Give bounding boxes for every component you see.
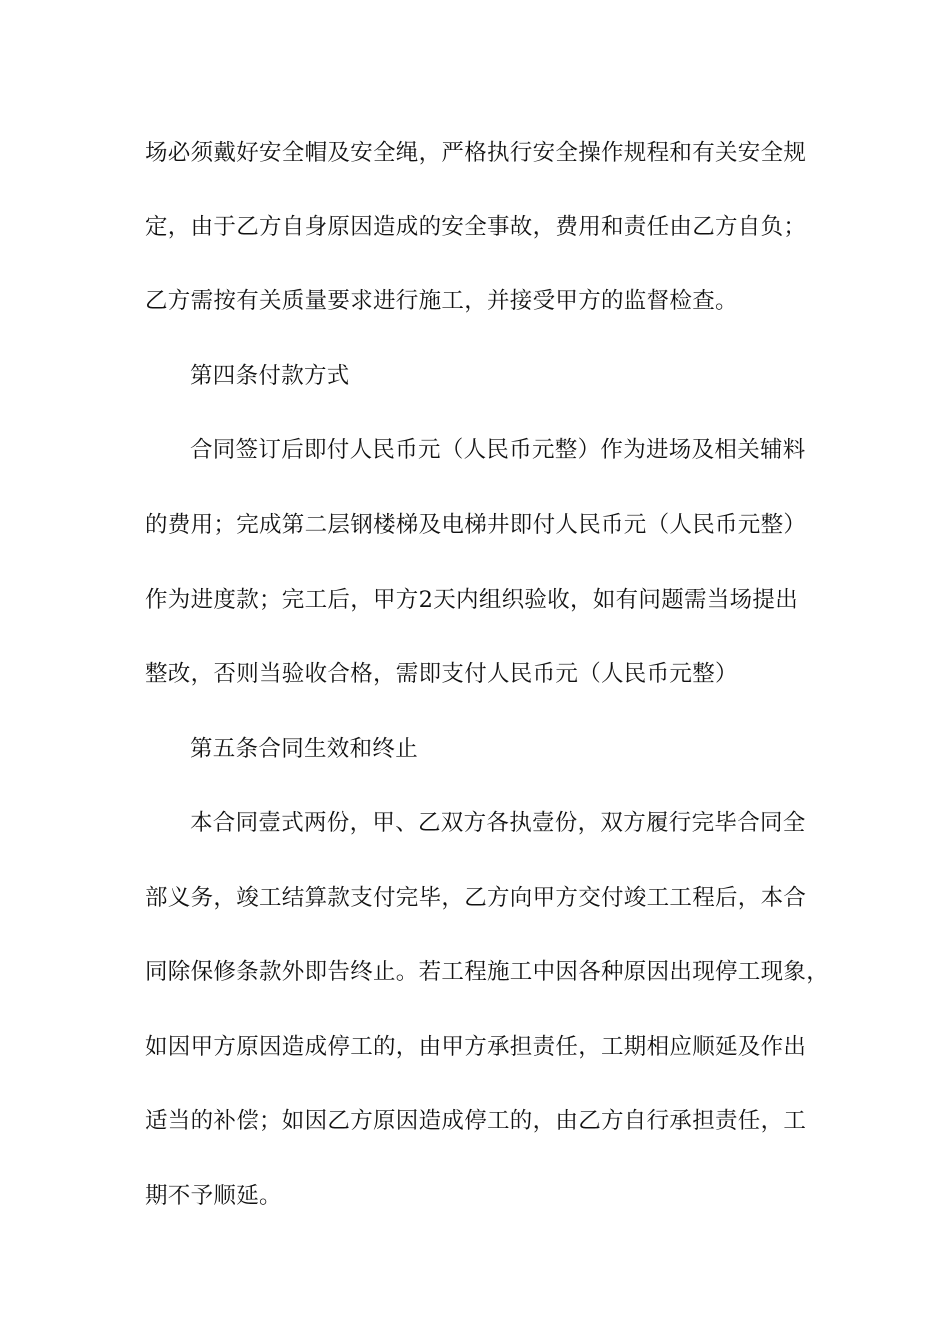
text-line: 同除保修条款外即告终止。若工程施工中因各种原因出现停工现象， — [145, 959, 830, 985]
section-heading: 第四条付款方式 — [190, 363, 350, 389]
paragraph-first-line: 本合同壹式两份，甲、乙双方各执壹份，双方履行完毕合同全 — [190, 810, 806, 836]
text-line: 场必须戴好安全帽及安全绳，严格执行安全操作规程和有关安全规 — [145, 140, 807, 166]
text-line: 整改，否则当验收合格，需即支付人民币元（人民币元整） — [145, 661, 738, 687]
text-line: 适当的补偿；如因乙方原因造成停工的，由乙方自行承担责任，工 — [145, 1108, 807, 1134]
text-line: 作为进度款；完工后，甲方2天内组织验收，如有问题需当场提出 — [145, 587, 799, 613]
text-line: 定，由于乙方自身原因造成的安全事故，费用和责任由乙方自负； — [145, 214, 807, 240]
text-line: 的费用；完成第二层钢楼梯及电梯井即付人民币元（人民币元整） — [145, 512, 807, 538]
text-line: 如因甲方原因造成停工的，由甲方承担责任，工期相应顺延及作出 — [145, 1034, 807, 1060]
text-line: 期不予顺延。 — [145, 1183, 282, 1209]
text-line: 部义务，竣工结算款支付完毕，乙方向甲方交付竣工工程后，本合 — [145, 885, 807, 911]
section-heading: 第五条合同生效和终止 — [190, 736, 419, 762]
text-line: 乙方需按有关质量要求进行施工，并接受甲方的监督检查。 — [145, 288, 738, 314]
paragraph-first-line: 合同签订后即付人民币元（人民币元整）作为进场及相关辅料 — [190, 437, 806, 463]
